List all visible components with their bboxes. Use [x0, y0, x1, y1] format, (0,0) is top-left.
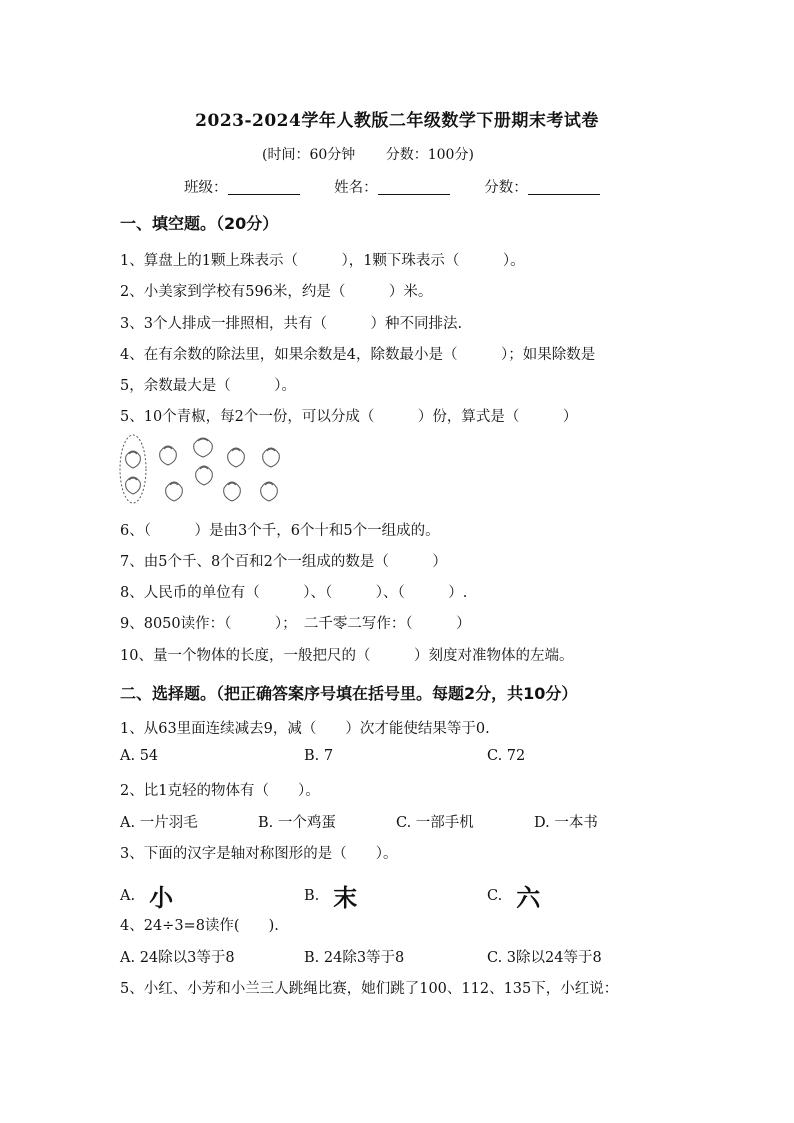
score-label: 分数：: [484, 180, 528, 196]
green-peppers-icon: [118, 432, 298, 508]
q4-option-a[interactable]: A. 24除以3等于8: [120, 950, 235, 966]
fill-question-4-cont: 5，余数最大是（ ）。: [120, 378, 296, 394]
fill-question-8: 8、人民币的单位有（ ）、（ ）、（ ）.: [120, 585, 468, 601]
choice-question-4: 4、24÷3=8读作( ).: [120, 918, 279, 934]
student-info-row: [184, 176, 630, 197]
fill-question-7: 7、由5个千、8个百和2个一组成的数是（ ）: [120, 554, 447, 570]
fill-question-4: 4、在有余数的除法里，如果余数是4，除数最小是（ ）；如果除数是: [120, 347, 596, 363]
q1-option-c[interactable]: C. 72: [487, 748, 526, 764]
choice-question-1: 1、从63里面连续减去9，减（ ）次才能使结果等于0.: [120, 721, 490, 737]
q3-option-c-char: 六: [516, 884, 541, 912]
q2-option-b[interactable]: B. 一个鸡蛋: [258, 815, 336, 831]
class-label: 班级：: [184, 180, 228, 196]
section1-heading: 一、填空题。（20分）: [120, 214, 279, 233]
name-label: 姓名：: [334, 180, 378, 196]
choice-question-3: 3、下面的汉字是轴对称图形的是（ ）。: [120, 846, 398, 862]
fill-question-9: 9、8050读作：（ ）； 二千零二写作：（ ）: [120, 616, 471, 632]
name-blank[interactable]: [378, 180, 450, 195]
class-blank[interactable]: [228, 180, 300, 195]
fill-question-10: 10、量一个物体的长度，一般把尺的（ ）刻度对准物体的左端。: [120, 648, 574, 664]
exam-title: 2023-2024学年人教版二年级数学下册期末考试卷: [195, 111, 599, 131]
q2-option-d[interactable]: D. 一本书: [534, 815, 598, 831]
q2-option-a[interactable]: A. 一片羽毛: [120, 815, 198, 831]
exam-subtitle: [262, 144, 500, 164]
time-limit: (时间：60分钟: [262, 147, 356, 163]
q4-option-c[interactable]: C. 3除以24等于8: [487, 950, 602, 966]
q1-option-a[interactable]: A. 54: [120, 748, 159, 764]
q3-option-b-label: B.: [304, 888, 320, 904]
fill-question-1: 1、算盘上的1颗上珠表示（ ），1颗下珠表示（ ）。: [120, 253, 525, 269]
score-blank[interactable]: [528, 180, 600, 195]
q3-option-b[interactable]: [304, 878, 357, 913]
q3-option-b-char: 末: [333, 884, 358, 912]
class-field: [184, 176, 300, 197]
fill-question-2: 2、小美家到学校有596米，约是（ ）米。: [120, 284, 433, 300]
q3-option-a-label: A.: [120, 888, 136, 904]
q3-option-c-label: C.: [487, 888, 503, 904]
q2-option-c[interactable]: C. 一部手机: [396, 815, 474, 831]
total-score: 分数：100分): [385, 147, 474, 163]
q1-option-b[interactable]: B. 7: [304, 748, 334, 764]
section2-heading: 二、选择题。（把正确答案序号填在括号里。每题2分，共10分）: [120, 684, 578, 703]
q3-option-a-char: 小: [149, 884, 174, 912]
q3-option-c[interactable]: [487, 878, 540, 913]
name-field: [334, 176, 450, 197]
choice-question-2: 2、比1克轻的物体有（ ）。: [120, 783, 320, 799]
fill-question-3: 3、3个人排成一排照相，共有（ ）种不同排法.: [120, 316, 463, 332]
q3-option-a[interactable]: [120, 878, 173, 913]
q4-option-b[interactable]: B. 24除3等于8: [304, 950, 405, 966]
choice-question-5: 5、小红、小芳和小兰三人跳绳比赛，她们跳了100、112、135下，小红说：: [120, 981, 619, 997]
score-field: [484, 176, 600, 197]
fill-question-6: 6、（ ）是由3个千，6个十和5个一组成的。: [120, 523, 440, 539]
fill-question-5: 5、10个青椒，每2个一份，可以分成（ ）份，算式是（ ）: [120, 409, 578, 425]
